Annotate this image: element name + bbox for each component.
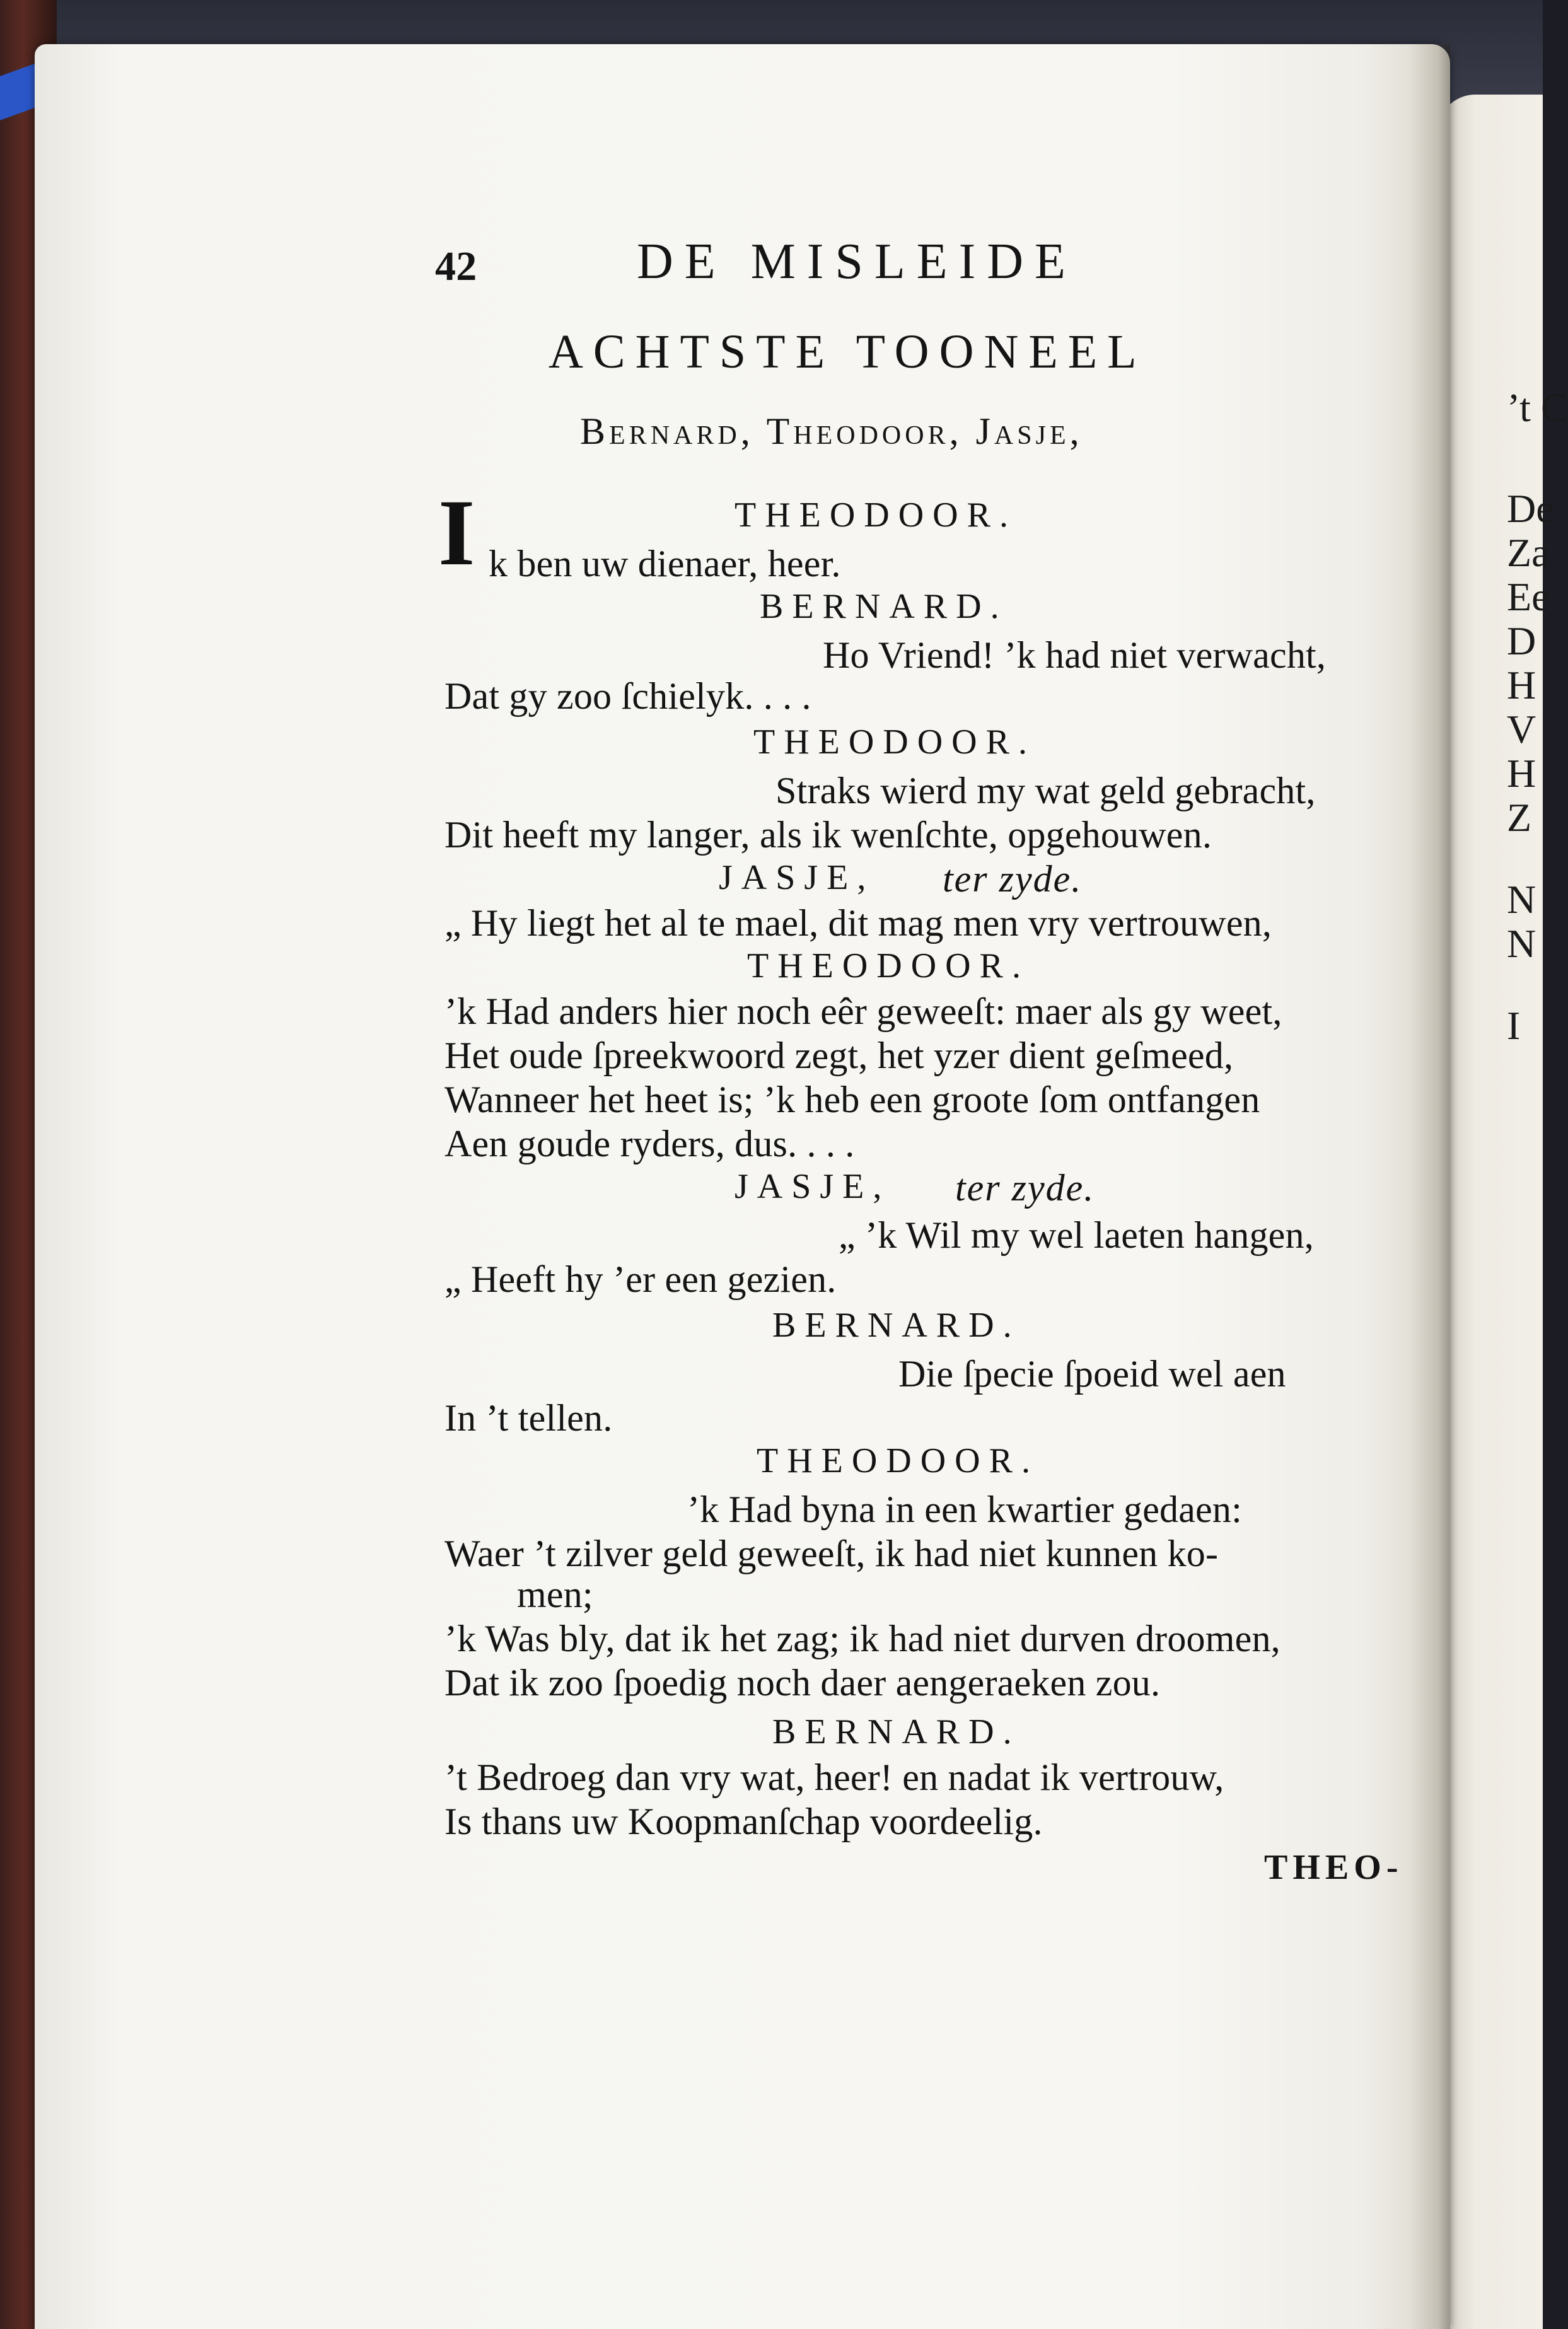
verse-line: ’k Was bly, dat ik het zag; ik had niet durven droomen, xyxy=(444,1618,1281,1659)
speaker-label: JASJE, xyxy=(735,1167,891,1206)
catchword: THEO- xyxy=(1264,1848,1403,1887)
facing-fragment: Z xyxy=(1507,795,1532,840)
verse-line: „ Heeft hy ’er een gezien. xyxy=(444,1258,837,1300)
facing-fragment: H xyxy=(1507,663,1536,707)
verse-line: „ ’k Wil my wel laeten hangen, xyxy=(839,1214,1314,1256)
cast-list: Bernard, Theodoor, Jasje, xyxy=(580,410,1083,452)
speaker-label: BERNARD. xyxy=(772,1306,1021,1345)
verse-line: ’k Had anders hier noch eêr geweeſt: maer als gy weet, xyxy=(444,990,1282,1032)
verse-line: ’k Had byna in een kwartier gedaen: xyxy=(687,1489,1242,1530)
verse-line: Aen goude ryders, dus. . . . xyxy=(444,1123,855,1164)
verse-line: Ho Vriend! ’k had niet verwacht, xyxy=(823,634,1327,676)
speaker-label: THEODOOR. xyxy=(735,496,1017,535)
verse-line: Wanneer het heet is; ’k heb een groote ſom ontfangen xyxy=(444,1079,1260,1120)
verse-line: Dit heeft my langer, als ik wenſchte, opgehouwen. xyxy=(444,814,1212,856)
facing-fragment: N xyxy=(1507,877,1536,922)
verse-line: Is thans uw Koopmanſchap voordeelig. xyxy=(444,1801,1043,1842)
facing-fragment: Za xyxy=(1507,530,1550,575)
speaker-label: BERNARD. xyxy=(760,587,1008,626)
facing-fragment: V xyxy=(1507,707,1536,752)
facing-fragment: N xyxy=(1507,921,1536,966)
facing-fragment: D xyxy=(1507,619,1536,663)
verse-line: „ Hy liegt het al te mael, dit mag men vry vertrouwen, xyxy=(444,902,1272,944)
speaker-label: BERNARD. xyxy=(772,1712,1021,1751)
facing-page xyxy=(1437,95,1568,2329)
verse-line: Dat ik zoo ſpoedig noch daer aengeraeken zou. xyxy=(444,1662,1161,1704)
running-head: DE MISLEIDE xyxy=(637,234,1077,289)
facing-fragment: De xyxy=(1507,486,1554,531)
speaker-label: THEODOOR. xyxy=(753,723,1036,762)
facing-fragment: Ee xyxy=(1507,574,1550,619)
book-page xyxy=(35,44,1450,2329)
verse-line: In ’t tellen. xyxy=(444,1397,613,1439)
verse-line: Dat gy zoo ſchielyk. . . . xyxy=(444,675,811,717)
page-gutter-shadow xyxy=(1409,44,1450,2329)
speaker-label: THEODOOR. xyxy=(747,946,1030,985)
stage-direction: ter zyde. xyxy=(943,858,1083,900)
stage-direction: ter zyde. xyxy=(955,1167,1095,1209)
verse-line: Het oude ſpreekwoord zegt, het yzer dient geſmeed, xyxy=(444,1035,1234,1076)
drop-cap: I xyxy=(438,480,475,585)
verse-line: Straks wierd my wat geld gebracht, xyxy=(775,770,1316,811)
verse-line: Die ſpecie ſpoeid wel aen xyxy=(898,1353,1286,1395)
facing-fragment: I xyxy=(1507,1003,1521,1048)
page-number: 42 xyxy=(435,243,477,289)
verse-line: ’t Bedroeg dan vry wat, heer! en nadat ik vertrouw, xyxy=(444,1757,1224,1798)
facing-fragment: H xyxy=(1507,751,1536,796)
scene-title: ACHTSTE TOONEEL xyxy=(549,325,1147,378)
facing-fragment: ’t C xyxy=(1507,385,1568,430)
speaker-label: THEODOOR. xyxy=(757,1441,1039,1480)
verse-line: k ben uw dienaer, heer. xyxy=(489,543,841,584)
speaker-label: JASJE, xyxy=(719,858,875,897)
verse-line: men; xyxy=(517,1574,593,1615)
verse-line: Waer ’t zilver geld geweeſt, ik had niet kunnen ko- xyxy=(444,1533,1219,1574)
